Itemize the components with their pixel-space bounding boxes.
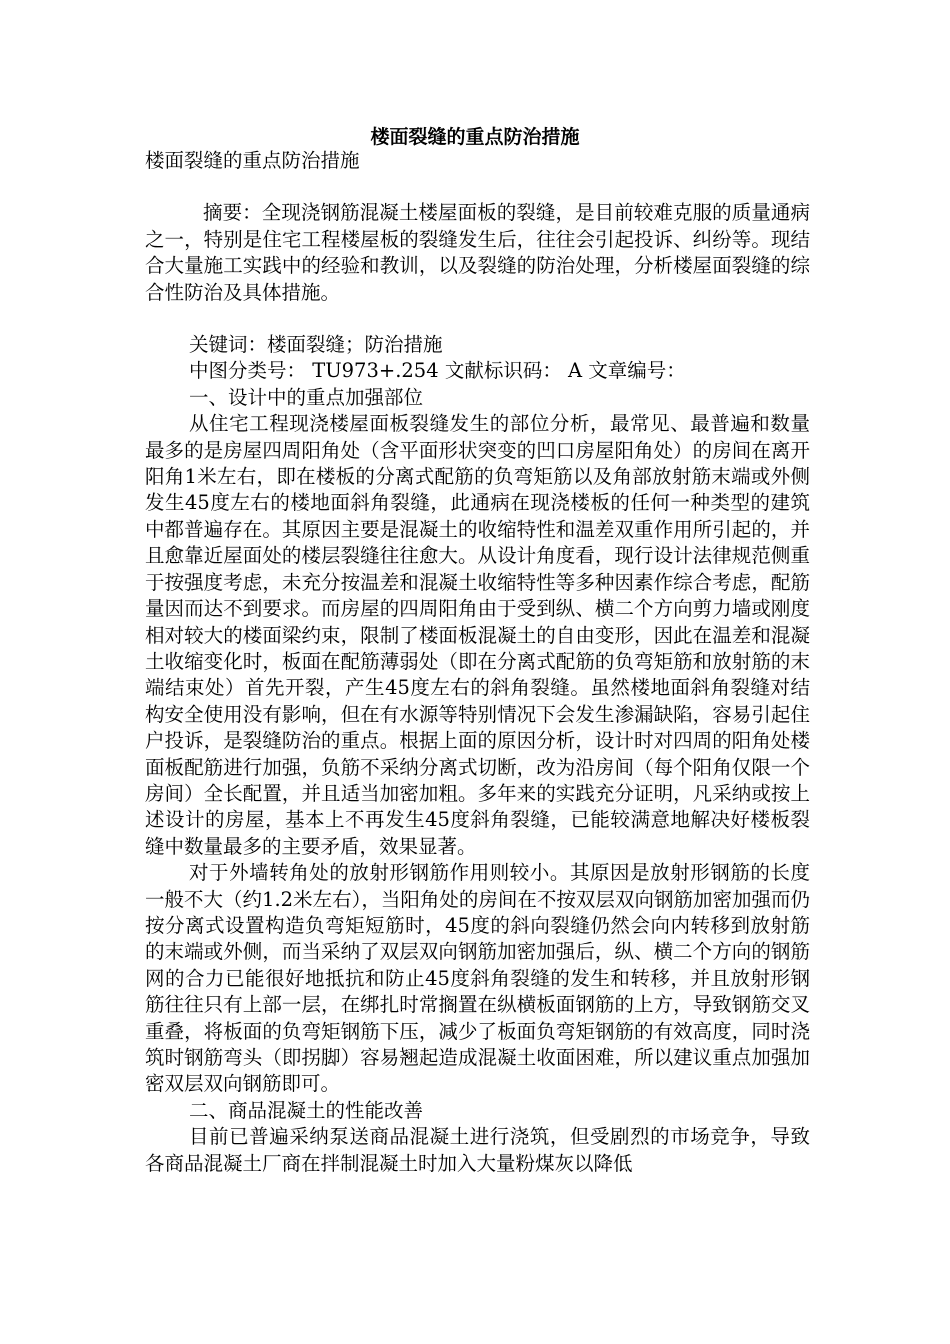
keywords-line: 关键词：楼面裂缝；防治措施 (189, 333, 443, 357)
section-1-heading: 一、设计中的重点加强部位 (189, 385, 424, 409)
classification-line: 中图分类号： TU973+.254 文献标识码： A 文章编号： (189, 359, 686, 383)
document-body (145, 148, 810, 1177)
section-2-paragraph-1: 目前已普遍采纳泵送商品混凝土进行浇筑，但受剧烈的市场竞争，导致各商品混凝土厂商在拌制混凝土时加入大量粉煤灰以降低 (145, 1125, 810, 1175)
document-subtitle: 楼面裂缝的重点防治措施 (145, 149, 360, 172)
abstract-paragraph: 摘要：全现浇钢筋混凝土楼屋面板的裂缝，是目前较难克服的质量通病之一，特别是住宅工程楼屋板的裂缝发生后，往往会引起投诉、纠纷等。现结合大量施工实践中的经验和教训，以及裂缝的防治处理，分析楼屋面裂缝的综合性防治及具体措施。 (145, 201, 810, 304)
section-1-paragraph-2: 对于外墙转角处的放射形钢筋作用则较小。其原因是放射形钢筋的长度一般不大（约1.2米左右），当阳角处的房间在不按双层双向钢筋加密加强而仍按分离式设置构造负弯矩短筋时，45度的斜向裂缝仍然会向内转移到放射筋的末端或外侧，而当采纳了双层双向钢筋加密加强后，纵、横二个方向的钢筋网的合力已能很好地抵抗和防止45度斜角裂缝的发生和转移，并且放射形钢筋往往只有上部一层，在绑扎时常搁置在纵横板面钢筋的上方，导致钢筋交叉重叠，将板面的负弯矩钢筋下压，减少了板面负弯矩钢筋的有效高度，同时浇筑时钢筋弯头（即拐脚）容易翘起造成混凝土收面困难，所以建议重点加强加密双层双向钢筋即可。 (145, 861, 810, 1096)
section-2-heading: 二、商品混凝土的性能改善 (189, 1098, 424, 1122)
section-1-paragraph-1: 从住宅工程现浇楼屋面板裂缝发生的部位分析，最常见、最普遍和数量最多的是房屋四周阳角处（含平面形状突变的凹口房屋阳角处）的房间在离开阳角1米左右，即在楼板的分离式配筋的负弯矩筋以及角部放射筋末端或外侧发生45度左右的楼地面斜角裂缝，此通病在现浇楼板的任何一种类型的建筑中都普遍存在。其原因主要是混凝土的收缩特性和温差双重作用所引起的，并且愈靠近屋面处的楼层裂缝往往愈大。从设计角度看，现行设计法律规范侧重于按强度考虑，未充分按温差和混凝土收缩特性等多种因素作综合考虑，配筋量因而达不到要求。而房屋的四周阳角由于受到纵、横二个方向剪力墙或刚度相对较大的楼面梁约束，限制了楼面板混凝土的自由变形，因此在温差和混凝土收缩变化时，板面在配筋薄弱处（即在分离式配筋的负弯矩筋和放射筋的末端结束处）首先开裂，产生45度左右的斜角裂缝。虽然楼地面斜角裂缝对结构安全使用没有影响，但在有水源等特别情况下会发生渗漏缺陷，容易引起住户投诉，是裂缝防治的重点。根据上面的原因分析，设计时对四周的阳角处楼面板配筋进行加强，负筋不采纳分离式切断，改为沿房间（每个阳角仅限一个房间）全长配置，并且适当加密加粗。多年来的实践充分证明，凡采纳或按上述设计的房屋，基本上不再发生45度斜角裂缝，已能较满意地解决好楼板裂缝中数量最多的主要矛盾，效果显著。 (145, 412, 810, 858)
document-title: 楼面裂缝的重点防治措施 (370, 126, 580, 148)
